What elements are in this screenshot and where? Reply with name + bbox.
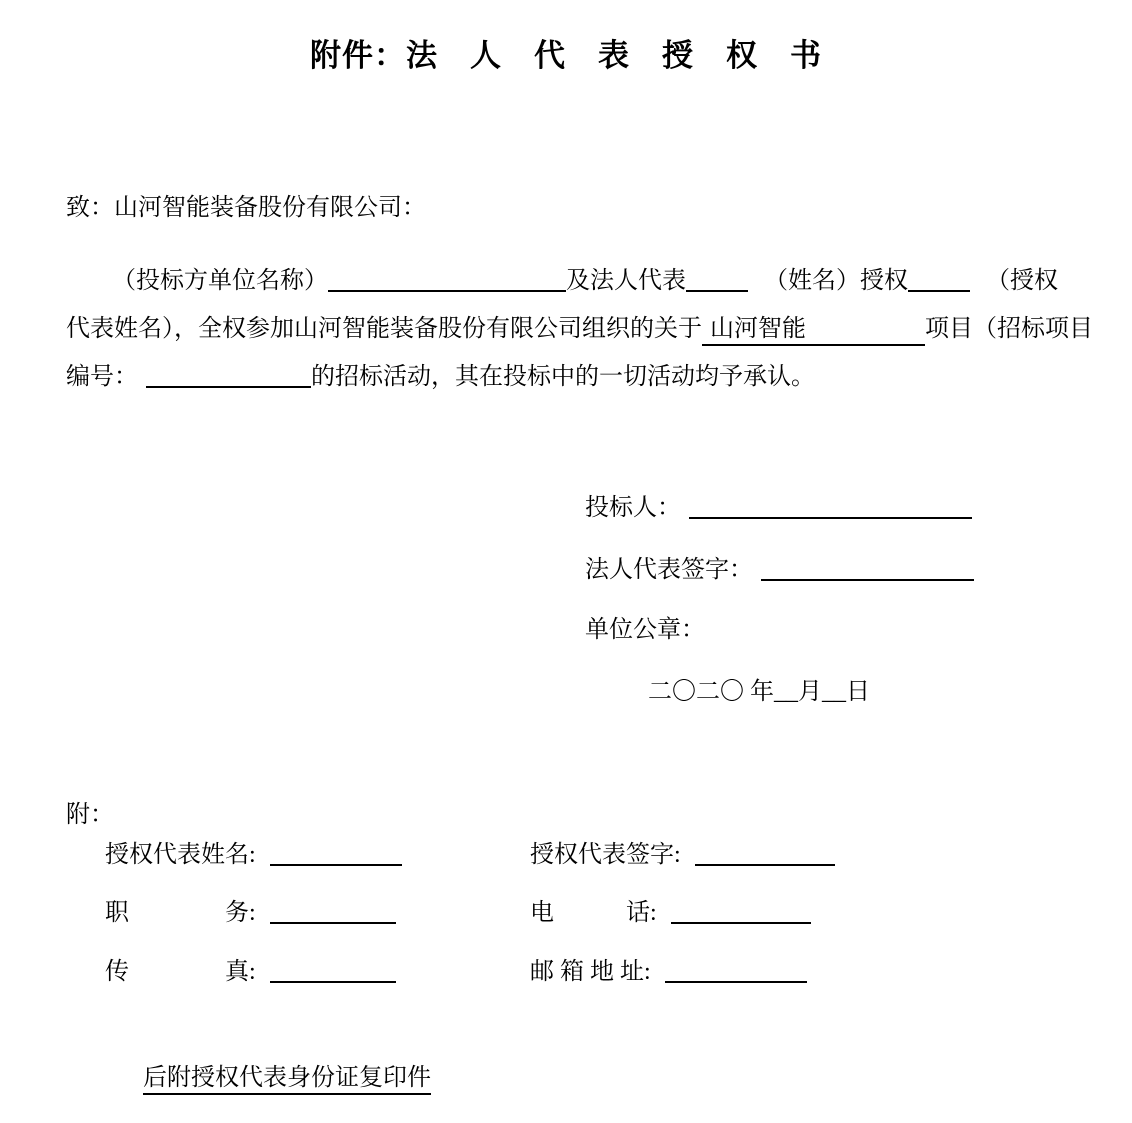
phone-label: 电 话: [530, 900, 657, 926]
body-paragraph [66, 257, 1093, 401]
attachment-row-2 [105, 899, 1105, 927]
legal-rep-sign-label: 法人代表签字： [585, 557, 753, 583]
email-label: 邮 箱 地 址: [530, 959, 651, 985]
company-name-blank[interactable] [328, 268, 566, 292]
attachment-heading: 附： [66, 802, 114, 828]
date-line: 二〇二〇 年__月__日 [648, 679, 870, 705]
rep-name-blank[interactable] [270, 842, 402, 866]
participation-phrase: 代表姓名），全权参加山河智能装备股份有限公司组织的关于 [66, 316, 702, 342]
rep-name-label: 授权代表姓名: [105, 842, 256, 868]
legal-rep-name-blank[interactable] [686, 268, 748, 292]
position-blank[interactable] [270, 900, 396, 924]
attachment-row-1 [105, 841, 1105, 869]
authorized-open-paren: （授权 [986, 268, 1058, 294]
email-blank[interactable] [665, 959, 807, 983]
rep-sign-label: 授权代表签字: [530, 842, 681, 868]
legal-rep-signature-blank[interactable] [761, 557, 974, 581]
attachment-row-3 [105, 958, 1105, 986]
project-number-label: 编号： [66, 364, 138, 390]
body-line-2 [66, 305, 1093, 353]
project-name-value: 山河智能 [710, 316, 806, 342]
seal-line [585, 615, 705, 645]
legal-rep-signature-line [585, 555, 974, 585]
phone-blank[interactable] [671, 900, 811, 924]
title-prefix: 附件： [310, 38, 406, 73]
authorized-rep-name-blank[interactable] [908, 268, 970, 292]
name-authorize-phrase: （姓名）授权 [764, 268, 908, 294]
bidder-label: 投标人： [585, 495, 681, 521]
project-number-blank[interactable] [146, 364, 311, 388]
document-title [0, 34, 1132, 78]
rep-signature-blank[interactable] [695, 842, 835, 866]
body-line-1 [66, 257, 1093, 305]
project-phrase: 项目（招标项目 [925, 316, 1093, 342]
bidder-unit-label: （投标方单位名称） [112, 268, 328, 294]
fax-blank[interactable] [270, 959, 396, 983]
body-line-3 [66, 353, 1093, 401]
addressee-line: 致：山河智能装备股份有限公司： [66, 195, 426, 221]
project-name-blank[interactable] [702, 314, 925, 346]
title-main: 法 人 代 表 授 权 书 [406, 38, 822, 73]
closing-phrase: 的招标活动，其在投标中的一切活动均予承认。 [311, 364, 815, 390]
bidder-signature-line [585, 493, 972, 523]
position-label: 职 务: [105, 900, 256, 926]
legal-rep-phrase: 及法人代表 [566, 268, 686, 294]
seal-label: 单位公章： [585, 617, 705, 643]
footer-note-text: 后附授权代表身份证复印件 [143, 1064, 431, 1095]
bidder-name-blank[interactable] [689, 495, 972, 519]
fax-label: 传 真: [105, 959, 256, 985]
footer-note [143, 1064, 431, 1095]
